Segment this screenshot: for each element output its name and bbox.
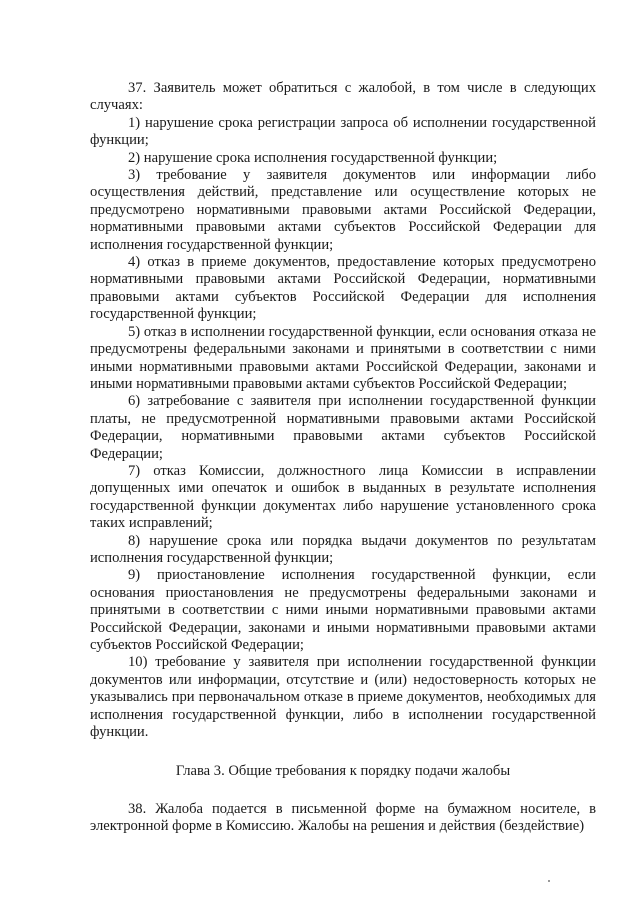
list-item-1: 1) нарушение срока регистрации запроса об исполнении государственной функции; <box>90 114 596 149</box>
list-item-3: 3) требование у заявителя документов или информации либо осуществления действий, представление или осуществление которых не предусмотрено нормативными правовыми актами Российской Федерации, нормативными правовыми актами субъектов Российской Федерации для исполнения государственной функции; <box>90 167 596 253</box>
list-item-5: 5) отказ в исполнении государственной функции, если основания отказа не предусмотрены федеральными законами и принятыми в соответствии с ними иными нормативными правовыми актами Российской Федерации, законами и иными нормативными правовыми актами субъектов Российской Федерации; <box>90 323 596 392</box>
list-item-8: 8) нарушение срока или порядка выдачи документов по результатам исполнения государственной функции; <box>90 532 596 566</box>
list-item-6: 6) затребование с заявителя при исполнении государственной функции платы, не предусмотренной нормативными правовыми актами Российской Федерации, нормативными правовыми актами субъектов Российской Федерации; <box>90 393 596 462</box>
list-item-9: 9) приостановление исполнения государственной функции, если основания приостановления не предусмотрены федеральными законами и принятыми в соответствии с ними иными нормативными правовыми актами Российской Федерации, законами и иными нормативными правовыми актами субъектов Российской Федерации; <box>90 567 596 653</box>
scan-speck <box>548 880 550 882</box>
paragraph-37: 37. Заявитель может обратиться с жалобой, в том числе в следующих случаях: <box>90 80 596 114</box>
list-item-2: 2) нарушение срока исполнения государственной функции; <box>128 149 498 166</box>
paragraph-38: 38. Жалоба подается в письменной форме на бумажном носителе, в электронной форме в Комиссию. Жалобы на решения и действия (бездействие) <box>90 800 596 835</box>
list-item-4: 4) отказ в приеме документов, предоставление которых предусмотрено нормативными правовыми актами Российской Федерации, нормативными правовыми актами субъектов Российской Федерации для исполнения государственной функции; <box>90 254 596 323</box>
document-body <box>90 80 596 836</box>
list-item-7: 7) отказ Комиссии, должностного лица Комиссии в исправлении допущенных ими опечаток и ошибок в выданных в результате исполнения государственной функции документах либо нарушение установленного срока таких исправлений; <box>90 462 596 532</box>
list-item-10: 10) требование у заявителя при исполнении государственной функции документов или информации, отсутствие и (или) недостоверность которых не указывались при первоначальном отказе в приеме документов, необходимых для исполнения государственной функции, либо в исполнении государственной функции. <box>90 654 596 741</box>
chapter-heading: Глава 3. Общие требования к порядку подачи жалобы <box>175 763 511 780</box>
